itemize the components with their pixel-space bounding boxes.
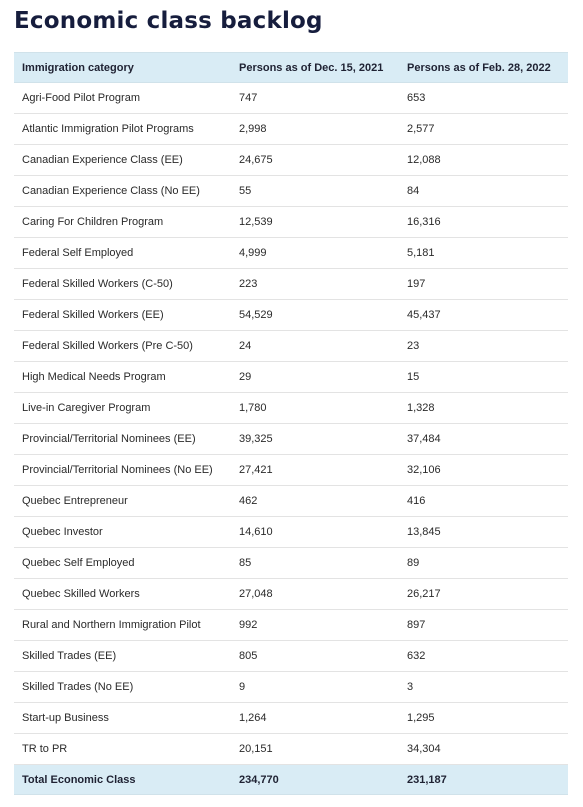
row-feb-2022: 2,577 [399,114,568,145]
row-feb-2022: 13,845 [399,517,568,548]
row-category: High Medical Needs Program [14,362,231,393]
row-category: Quebec Skilled Workers [14,579,231,610]
row-feb-2022: 34,304 [399,734,568,765]
table-row [14,269,568,300]
row-dec-2021: 14,610 [231,517,399,548]
row-category: Rural and Northern Immigration Pilot [14,610,231,641]
table-row [14,579,568,610]
row-category: Quebec Self Employed [14,548,231,579]
row-dec-2021: 12,539 [231,207,399,238]
header-row [14,53,568,83]
table-row [14,300,568,331]
row-dec-2021: 462 [231,486,399,517]
row-feb-2022: 16,316 [399,207,568,238]
table-row [14,207,568,238]
table-header [14,53,568,83]
total-label: Total Economic Class [14,765,231,795]
row-feb-2022: 1,295 [399,703,568,734]
column-header-feb-2022: Persons as of Feb. 28, 2022 [399,53,568,83]
row-feb-2022: 416 [399,486,568,517]
row-category: Quebec Investor [14,517,231,548]
row-dec-2021: 27,421 [231,455,399,486]
row-dec-2021: 54,529 [231,300,399,331]
row-dec-2021: 747 [231,83,399,114]
row-feb-2022: 84 [399,176,568,207]
row-category: Canadian Experience Class (No EE) [14,176,231,207]
table-row [14,455,568,486]
row-category: Canadian Experience Class (EE) [14,145,231,176]
row-dec-2021: 9 [231,672,399,703]
row-feb-2022: 12,088 [399,145,568,176]
row-category: Skilled Trades (EE) [14,641,231,672]
row-category: Federal Skilled Workers (C-50) [14,269,231,300]
row-dec-2021: 4,999 [231,238,399,269]
table-row [14,517,568,548]
row-feb-2022: 897 [399,610,568,641]
row-category: Federal Skilled Workers (EE) [14,300,231,331]
row-category: Agri-Food Pilot Program [14,83,231,114]
table-row [14,145,568,176]
table-row [14,486,568,517]
total-dec-2021: 234,770 [231,765,399,795]
row-feb-2022: 3 [399,672,568,703]
table-row [14,424,568,455]
row-feb-2022: 89 [399,548,568,579]
row-category: Start-up Business [14,703,231,734]
row-feb-2022: 632 [399,641,568,672]
row-dec-2021: 1,780 [231,393,399,424]
row-category: Skilled Trades (No EE) [14,672,231,703]
total-feb-2022: 231,187 [399,765,568,795]
row-feb-2022: 32,106 [399,455,568,486]
column-header-category: Immigration category [14,53,231,83]
row-category: TR to PR [14,734,231,765]
row-feb-2022: 23 [399,331,568,362]
row-dec-2021: 2,998 [231,114,399,145]
row-dec-2021: 1,264 [231,703,399,734]
row-dec-2021: 24 [231,331,399,362]
row-feb-2022: 26,217 [399,579,568,610]
row-feb-2022: 5,181 [399,238,568,269]
row-category: Federal Self Employed [14,238,231,269]
table-row [14,238,568,269]
column-header-dec-2021: Persons as of Dec. 15, 2021 [231,53,399,83]
row-dec-2021: 29 [231,362,399,393]
table-row [14,734,568,765]
row-category: Atlantic Immigration Pilot Programs [14,114,231,145]
row-feb-2022: 45,437 [399,300,568,331]
table-row [14,672,568,703]
total-row [14,765,568,795]
row-category: Federal Skilled Workers (Pre C-50) [14,331,231,362]
row-dec-2021: 55 [231,176,399,207]
row-category: Provincial/Territorial Nominees (EE) [14,424,231,455]
row-dec-2021: 992 [231,610,399,641]
table-row [14,114,568,145]
row-dec-2021: 39,325 [231,424,399,455]
table-row [14,331,568,362]
row-feb-2022: 15 [399,362,568,393]
backlog-table [14,52,568,795]
table-row [14,176,568,207]
table-row [14,548,568,579]
table-row [14,393,568,424]
table-footer [14,765,568,795]
row-feb-2022: 37,484 [399,424,568,455]
row-feb-2022: 1,328 [399,393,568,424]
row-category: Live-in Caregiver Program [14,393,231,424]
table-body [14,83,568,765]
row-feb-2022: 653 [399,83,568,114]
row-dec-2021: 223 [231,269,399,300]
row-category: Quebec Entrepreneur [14,486,231,517]
table-row [14,641,568,672]
table-row [14,83,568,114]
row-feb-2022: 197 [399,269,568,300]
row-dec-2021: 85 [231,548,399,579]
table-row [14,362,568,393]
row-dec-2021: 805 [231,641,399,672]
row-dec-2021: 24,675 [231,145,399,176]
row-category: Caring For Children Program [14,207,231,238]
row-category: Provincial/Territorial Nominees (No EE) [14,455,231,486]
page-title: Economic class backlog [14,8,323,34]
table-row [14,703,568,734]
row-dec-2021: 20,151 [231,734,399,765]
row-dec-2021: 27,048 [231,579,399,610]
table-row [14,610,568,641]
